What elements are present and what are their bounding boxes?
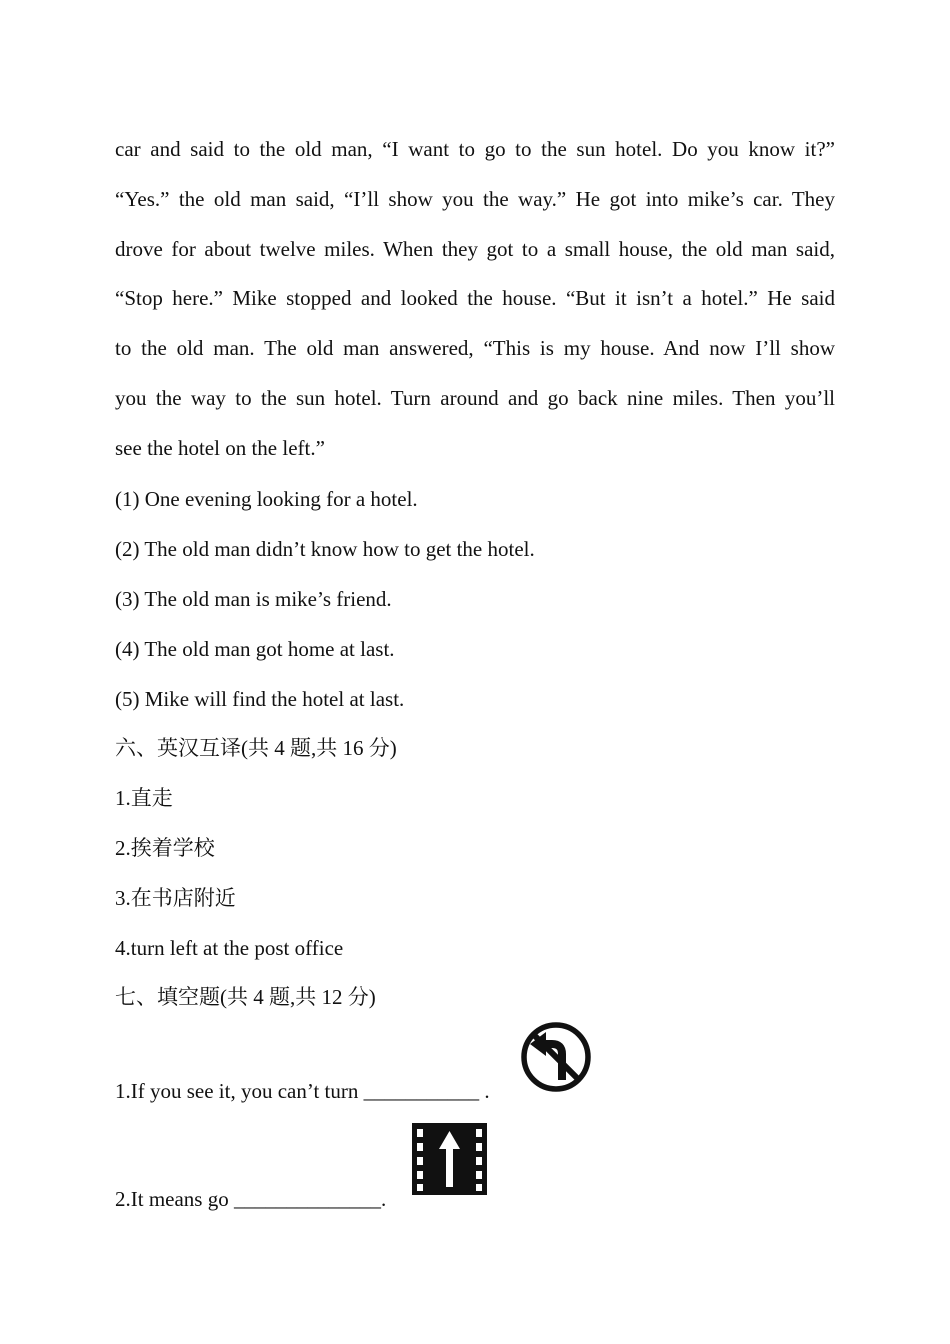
translation-item: 1.直走 bbox=[115, 786, 173, 810]
judgment-item: (4) The old man got home at last. bbox=[115, 637, 395, 661]
translation-item: 2.挨着学校 bbox=[115, 836, 215, 860]
judgment-item: (5) Mike will find the hotel at last. bbox=[115, 687, 405, 711]
passage-line: “Yes.” the old man said, “I’ll show you the way.” He got into mike’s car. They bbox=[115, 186, 835, 211]
go-straight-sign-icon bbox=[412, 1123, 487, 1200]
fill-blank-item: 1.If you see it, you can’t turn ___________ . bbox=[115, 1079, 490, 1103]
judgment-item: (3) The old man is mike’s friend. bbox=[115, 587, 392, 611]
translation-item: 3.在书店附近 bbox=[115, 886, 236, 910]
fill-blank-item: 2.It means go ______________. bbox=[115, 1187, 387, 1211]
translation-item: 4.turn left at the post office bbox=[115, 936, 344, 960]
no-left-turn-sign-icon bbox=[516, 1020, 596, 1099]
judgment-item: (2) The old man didn’t know how to get the hotel. bbox=[115, 537, 535, 561]
section-heading-translation: 六、英汉互译(共 4 题,共 16 分) bbox=[115, 736, 397, 760]
passage-line: drove for about twelve miles. When they got to a small house, the old man said, bbox=[115, 236, 835, 261]
passage-line: “Stop here.” Mike stopped and looked the house. “But it isn’t a hotel.” He said bbox=[115, 286, 835, 311]
judgment-item: (1) One evening looking for a hotel. bbox=[115, 487, 418, 511]
passage-line: you the way to the sun hotel. Turn around and go back nine miles. Then you’ll bbox=[115, 385, 835, 410]
passage-line: see the hotel on the left.” bbox=[115, 435, 325, 460]
passage-line: car and said to the old man, “I want to go to the sun hotel. Do you know it?” bbox=[115, 137, 835, 161]
passage-line: to the old man. The old man answered, “This is my house. And now I’ll show bbox=[115, 336, 835, 361]
section-heading-fill-blank: 七、填空题(共 4 题,共 12 分) bbox=[115, 985, 376, 1009]
reading-passage bbox=[115, 125, 835, 474]
